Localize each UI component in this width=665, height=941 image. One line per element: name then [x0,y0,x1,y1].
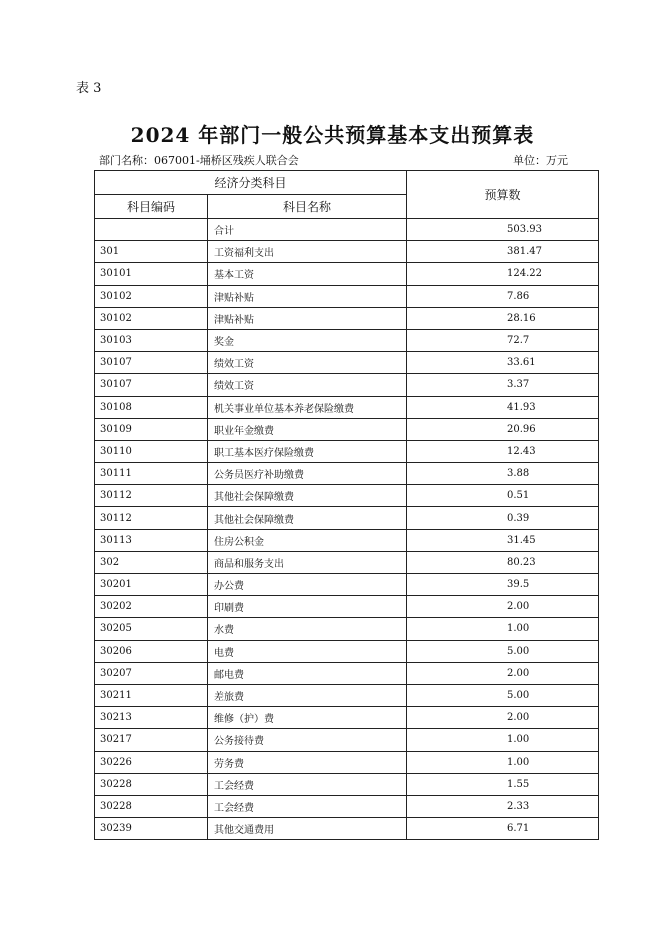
subject-code-cell: 30228 [95,773,208,795]
budget-amount-cell: 1.00 [407,751,599,773]
table-row [95,507,599,529]
subject-name-cell: 津贴补贴 [208,285,407,307]
budget-amount-cell: 2.33 [407,795,599,817]
budget-amount-cell: 503.93 [407,219,599,241]
subject-name-cell: 其他社会保障缴费 [208,507,407,529]
subject-code-cell: 30109 [95,418,208,440]
table-row [95,707,599,729]
table-row [95,485,599,507]
table-row [95,551,599,573]
budget-amount-cell: 33.61 [407,352,599,374]
subject-code-cell: 30205 [95,618,208,640]
subject-code-cell: 30112 [95,485,208,507]
subject-name-cell: 合计 [208,219,407,241]
table-row [95,219,599,241]
subject-name-cell: 电费 [208,640,407,662]
budget-amount-cell: 0.51 [407,485,599,507]
budget-table [94,170,599,840]
subject-name-cell: 邮电费 [208,662,407,684]
budget-amount-cell: 39.5 [407,574,599,596]
table-row [95,662,599,684]
table-row [95,329,599,351]
budget-amount-cell: 5.00 [407,640,599,662]
table-row [95,529,599,551]
table-row [95,352,599,374]
table-row [95,795,599,817]
subject-name-cell: 奖金 [208,329,407,351]
budget-amount-cell: 20.96 [407,418,599,440]
header-economic-classification: 经济分类科目 [95,171,407,195]
subject-code-cell: 30107 [95,352,208,374]
subject-name-cell: 差旅费 [208,684,407,706]
subject-code-cell: 30113 [95,529,208,551]
table-row [95,751,599,773]
subject-code-cell: 30103 [95,329,208,351]
subject-code-cell: 30102 [95,307,208,329]
budget-amount-cell: 7.86 [407,285,599,307]
subject-name-cell: 住房公积金 [208,529,407,551]
subject-code-cell: 30217 [95,729,208,751]
budget-amount-cell: 12.43 [407,440,599,462]
subject-code-cell: 30202 [95,596,208,618]
subject-name-cell: 绩效工资 [208,374,407,396]
subject-name-cell: 工会经费 [208,795,407,817]
table-row [95,684,599,706]
table-row [95,463,599,485]
subject-name-cell: 维修（护）费 [208,707,407,729]
budget-amount-cell: 2.00 [407,662,599,684]
budget-amount-cell: 3.37 [407,374,599,396]
budget-amount-cell: 28.16 [407,307,599,329]
table-row [95,574,599,596]
subject-code-cell: 30107 [95,374,208,396]
budget-amount-cell: 2.00 [407,596,599,618]
unit-label: 单位：万元 [513,154,568,167]
subject-name-cell: 绩效工资 [208,352,407,374]
subject-name-cell: 其他交通费用 [208,818,407,840]
subject-code-cell: 30206 [95,640,208,662]
subject-name-cell: 职业年金缴费 [208,418,407,440]
subject-name-cell: 劳务费 [208,751,407,773]
subject-code-cell: 30111 [95,463,208,485]
subject-code-cell: 30226 [95,751,208,773]
table-row [95,285,599,307]
budget-amount-cell: 3.88 [407,463,599,485]
subject-code-cell: 30213 [95,707,208,729]
subject-name-cell: 基本工资 [208,263,407,285]
subject-name-cell: 公务员医疗补助缴费 [208,463,407,485]
budget-amount-cell: 1.00 [407,618,599,640]
subject-name-cell: 工会经费 [208,773,407,795]
budget-amount-cell: 72.7 [407,329,599,351]
header-subject-code: 科目编码 [95,195,208,219]
header-subject-name: 科目名称 [208,195,407,219]
subject-name-cell: 职工基本医疗保险缴费 [208,440,407,462]
table-row [95,263,599,285]
subject-code-cell: 30102 [95,285,208,307]
budget-amount-cell: 124.22 [407,263,599,285]
table-row [95,418,599,440]
subject-code-cell: 30201 [95,574,208,596]
subject-name-cell: 机关事业单位基本养老保险缴费 [208,396,407,418]
table-row [95,440,599,462]
subject-code-cell: 30108 [95,396,208,418]
page-title: 2024 年部门一般公共预算基本支出预算表 [130,123,535,147]
budget-amount-cell: 1.55 [407,773,599,795]
table-row [95,241,599,263]
header-budget-amount: 预算数 [407,171,599,219]
subject-code-cell: 30239 [95,818,208,840]
table-row [95,396,599,418]
subject-code-cell: 301 [95,241,208,263]
table-row [95,596,599,618]
budget-amount-cell: 31.45 [407,529,599,551]
table-row [95,618,599,640]
subject-code-cell: 30110 [95,440,208,462]
subject-name-cell: 印刷费 [208,596,407,618]
budget-amount-cell: 80.23 [407,551,599,573]
budget-amount-cell: 6.71 [407,818,599,840]
table-row [95,729,599,751]
table-row [95,307,599,329]
budget-amount-cell: 0.39 [407,507,599,529]
subject-name-cell: 其他社会保障缴费 [208,485,407,507]
subject-code-cell: 30211 [95,684,208,706]
table-row [95,773,599,795]
table-label: 表 3 [76,81,102,96]
table-row [95,640,599,662]
budget-amount-cell: 41.93 [407,396,599,418]
subject-code-cell: 30112 [95,507,208,529]
budget-amount-cell: 2.00 [407,707,599,729]
subject-name-cell: 工资福利支出 [208,241,407,263]
table-row [95,374,599,396]
budget-amount-cell: 5.00 [407,684,599,706]
subject-code-cell: 30228 [95,795,208,817]
subject-name-cell: 水费 [208,618,407,640]
subject-name-cell: 商品和服务支出 [208,551,407,573]
subject-name-cell: 津贴补贴 [208,307,407,329]
subject-code-cell: 30101 [95,263,208,285]
subject-code-cell: 30207 [95,662,208,684]
subject-code-cell [95,219,208,241]
subject-name-cell: 公务接待费 [208,729,407,751]
budget-amount-cell: 381.47 [407,241,599,263]
table-row [95,818,599,840]
budget-amount-cell: 1.00 [407,729,599,751]
subject-code-cell: 302 [95,551,208,573]
subject-name-cell: 办公费 [208,574,407,596]
department-name: 部门名称：067001-埇桥区残疾人联合会 [99,154,299,167]
